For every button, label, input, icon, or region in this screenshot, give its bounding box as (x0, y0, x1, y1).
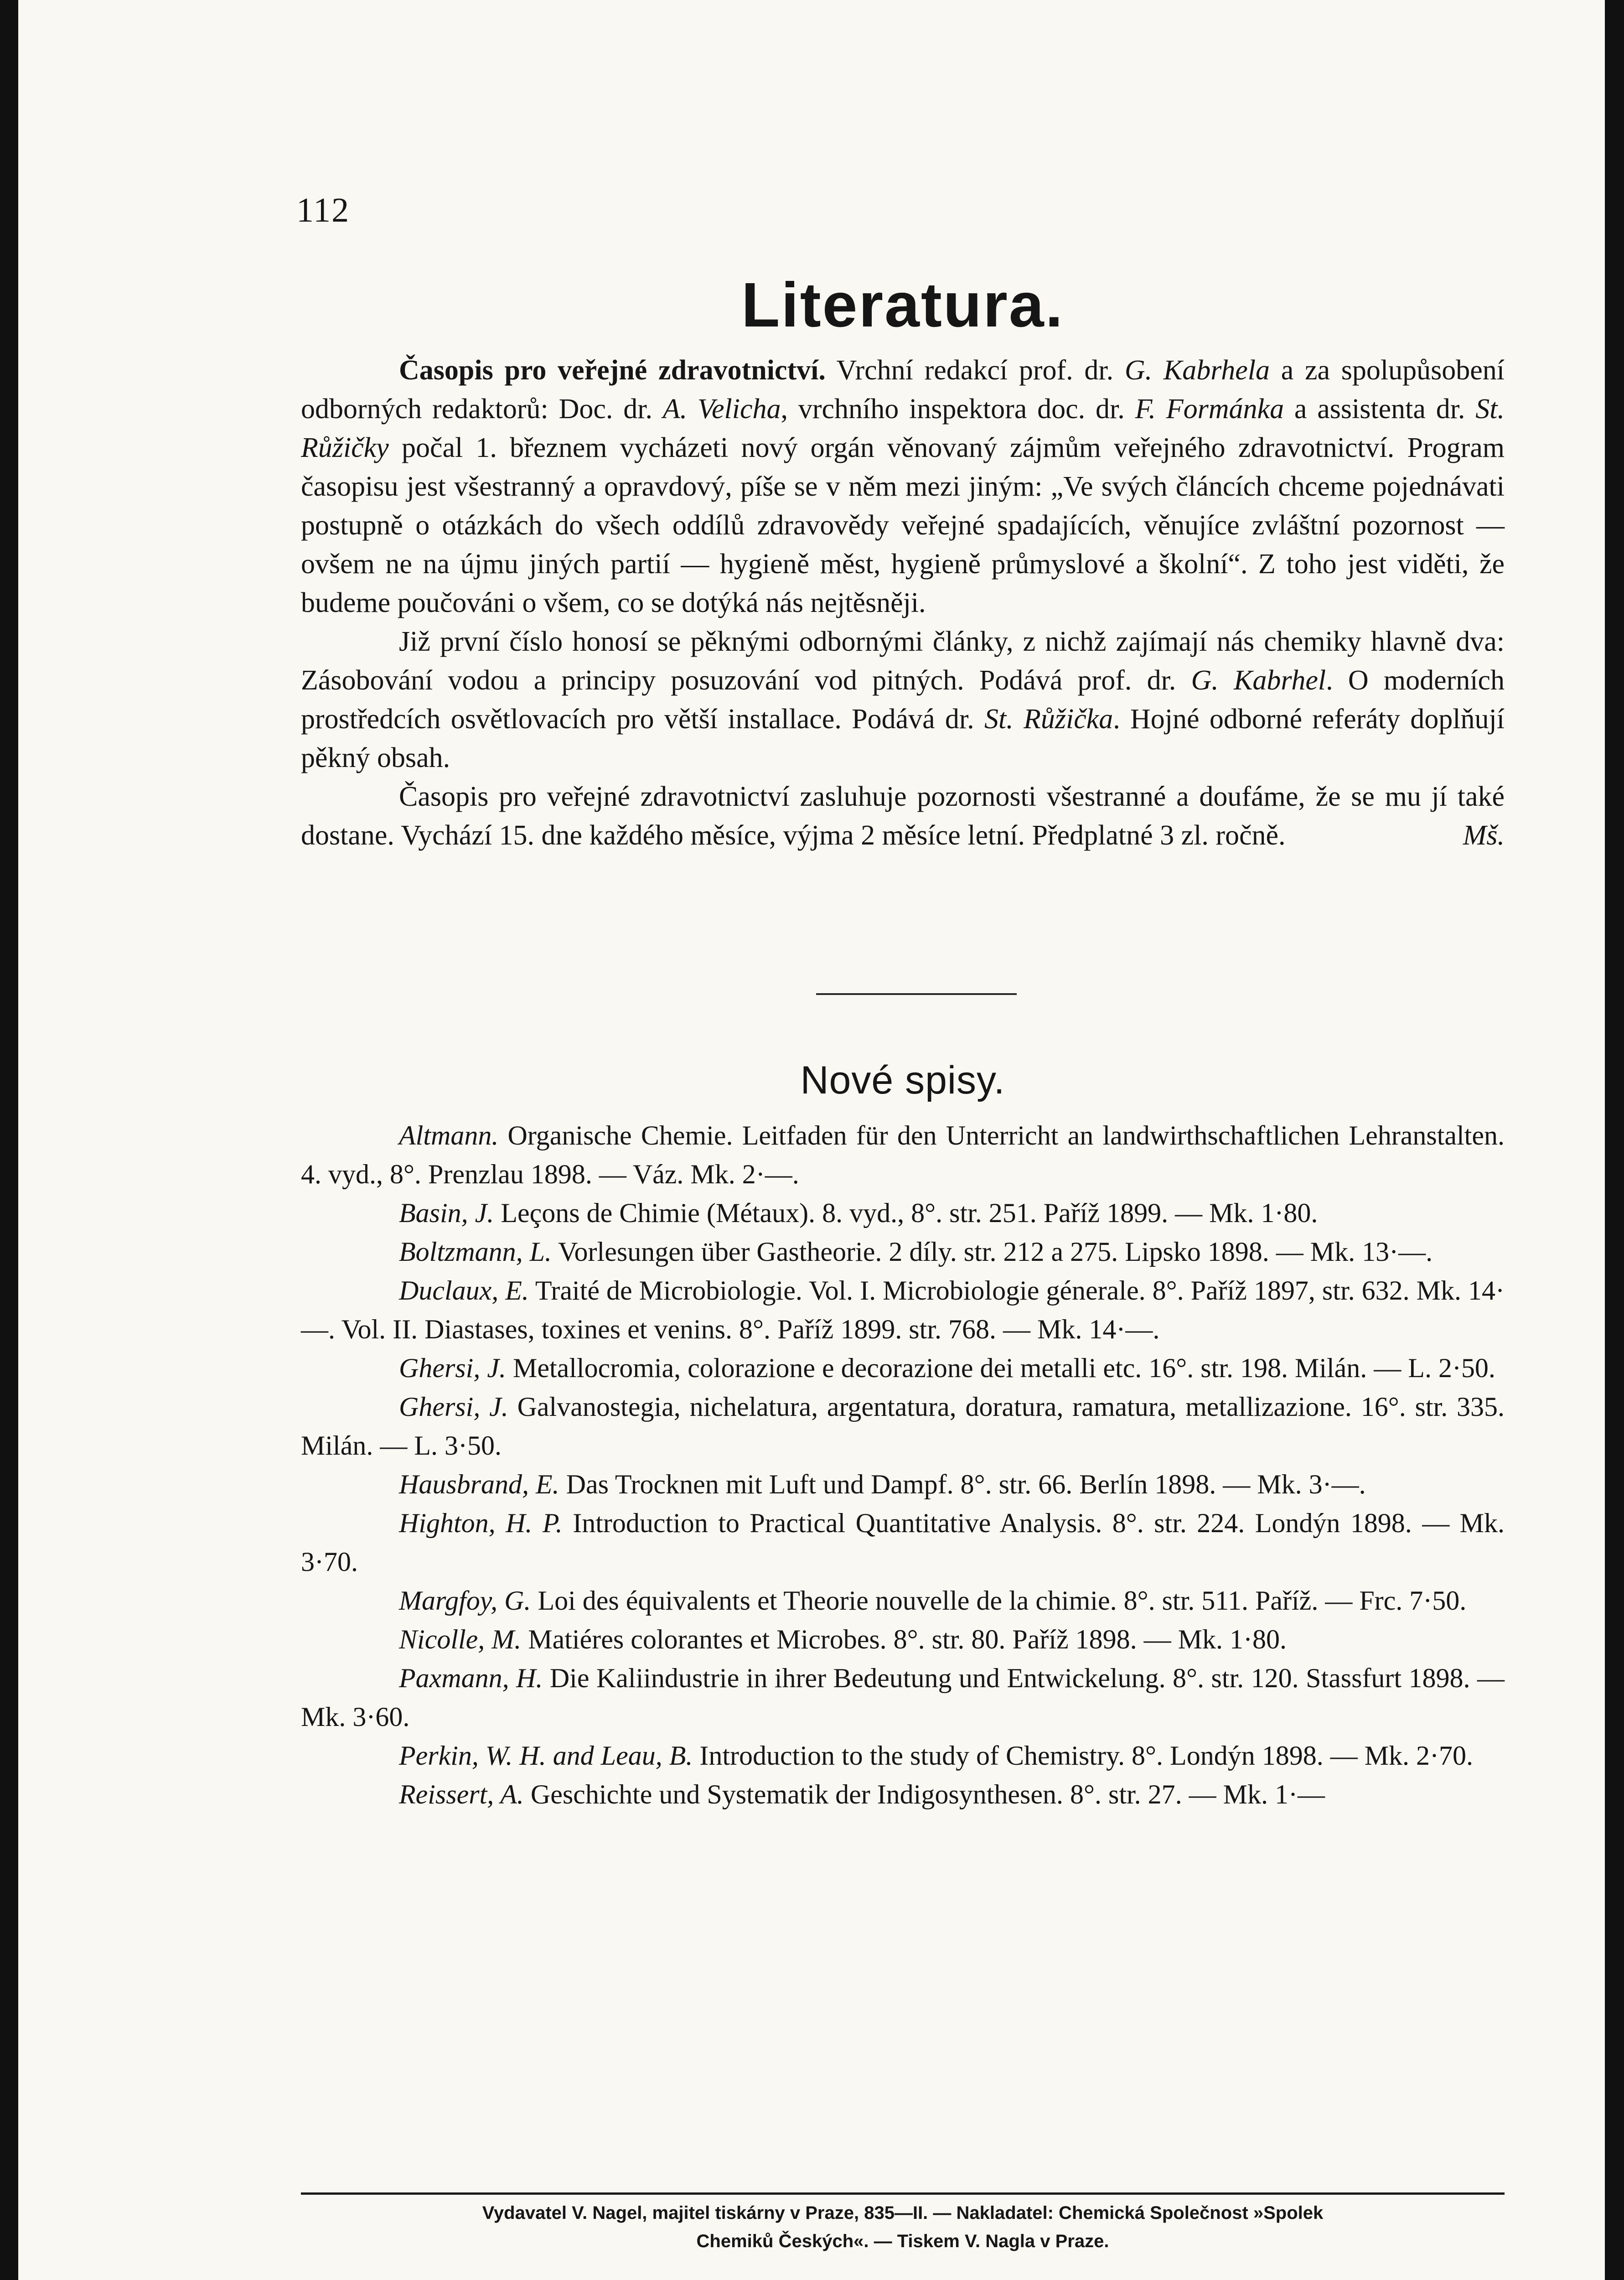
book-entry (301, 1271, 1505, 1349)
new-books-title: Nové spisy. (800, 1058, 1005, 1102)
book-details: Geschichte und Systematik der Indigosynthesen. 8°. str. 27. — Mk. 1·— (523, 1779, 1325, 1809)
journal-review (301, 351, 1505, 855)
book-author: Reissert, A. (399, 1779, 524, 1809)
book-details: Loi des équivalents et Theorie nouvelle de la chimie. 8°. str. 511. Paříž. — Frc. 7·50. (531, 1586, 1467, 1616)
book-entry (301, 1581, 1505, 1620)
page-number: 112 (296, 191, 350, 229)
book-details: Vorlesungen über Gastheorie. 2 díly. str. 212 a 275. Lipsko 1898. — Mk. 13·—. (552, 1237, 1433, 1267)
book-author: Paxmann, H. (399, 1663, 543, 1693)
footer-line: Vydavatel V. Nagel, majitel tiskárny v Praze, 835—II. — Nakladatel: Chemická Společnost »Spolek (482, 2203, 1324, 2223)
article-author: St. Růžička (984, 704, 1113, 735)
book-entry (301, 1775, 1505, 1814)
book-details: Galvanostegia, nichelatura, argentatura, doratura, ramatura, metallizazione. 16°. str. 335. Milán. — L. 3·50. (301, 1392, 1505, 1461)
review-paragraph-2: Již první číslo honosí se pěknými odbornými články, z nichž zajímají nás chemiky hlavně dva: Zásobování vodou a principy posuzování vod pitných. Podává prof. dr. G. Kabrhel. O moderních prostředcích osvětlovacích pro větší installace. Podává dr. St. Růžička. Hojné odborné referáty doplňují pěkný obsah. (301, 626, 1505, 773)
editor-name: F. Formánka (1135, 394, 1284, 425)
section-divider (816, 993, 1017, 995)
book-list (301, 1116, 1505, 1814)
book-details: Traité de Microbiologie. Vol. I. Microbiologie génerale. 8°. Paříž 1897, str. 632. Mk. 14·—. Vol. II. Diastases, toxines et venins. 8°. Paříž 1899. str. 768. — Mk. 14·—. (301, 1275, 1505, 1344)
document-page (18, 0, 1605, 2280)
book-author: Altmann. (399, 1120, 499, 1150)
book-details: Die Kaliindustrie in ihrer Bedeutung und Entwickelung. 8°. str. 120. Stassfurt 1898. — Mk. 3·60. (301, 1663, 1505, 1732)
review-paragraph-3: Časopis pro veřejné zdravotnictví zasluhuje pozornosti všestranné a doufáme, že se mu jí také dostane. Vychází 15. dne každého měsíce, výjma 2 měsíce letní. Předplatné 3 zl. ročně. Mš. (301, 777, 1505, 855)
book-author: Margfoy, G. (399, 1586, 531, 1616)
review-paragraph-1: Časopis pro veřejné zdravotnictví. Vrchní redakcí prof. dr. G. Kabrhela a za spolupůsobení odborných redaktorů: Doc. dr. A. Velicha, vrchního inspektora doc. dr. F. Formánka a assistenta dr. St. Růžičky počal 1. březnem vycházeti nový orgán věnovaný zájmům veřejného zdravotnictví. Program časopisu jest všestranný a opravdový, píše se v něm mezi jiným: „Ve svých článcích chceme pojednávati postupně o otázkách do všech oddílů zdravovědy veřejné spadajících, věnujíce zvláštní pozornost — ovšem ne na újmu jiných partií — hygieně měst, hygieně průmyslové a školní“. Z toho jest viděti, že budeme poučováni o všem, co se dotýká nás nejtěsněji. (301, 355, 1505, 618)
book-entry (301, 1465, 1505, 1504)
book-details: Metallocromia, colorazione e decorazione dei metalli etc. 16°. str. 198. Milán. — L. 2·50. (506, 1353, 1495, 1383)
footer-divider (301, 2192, 1505, 2195)
book-details: Introduction to Practical Quantitative Analysis. 8°. str. 224. Londýn 1898. — Mk. 3·70. (301, 1508, 1505, 1577)
book-author: Duclaux, E. (399, 1275, 529, 1306)
journal-name: Časopis pro veřejné zdravotnictví. (399, 355, 826, 386)
review-signature: Mš. (1463, 820, 1505, 851)
book-author: Hausbrand, E. (399, 1469, 559, 1499)
book-author: Ghersi, J. (399, 1392, 508, 1422)
editor-name: A. Velicha (662, 394, 781, 425)
book-entry (301, 1116, 1505, 1194)
section-title: Literatura. (741, 270, 1064, 340)
book-author: Boltzmann, L. (399, 1237, 552, 1267)
editor-name: St. Růžičky (301, 394, 1505, 463)
book-details: Das Trocknen mit Luft und Dampf. 8°. str. 66. Berlín 1898. — Mk. 3·—. (559, 1469, 1366, 1499)
book-author: Highton, H. P. (399, 1508, 563, 1538)
book-entry (301, 1349, 1505, 1388)
book-entry (301, 1233, 1505, 1271)
book-author: Perkin, W. H. and Leau, B. (399, 1741, 693, 1771)
book-entry (301, 1736, 1505, 1775)
footer-line: Chemiků Českých«. — Tiskem V. Nagla v Praze. (696, 2231, 1109, 2251)
book-entry (301, 1620, 1505, 1659)
book-details: Organische Chemie. Leitfaden für den Unterricht an landwirthschaftlichen Lehranstalten. 4. vyd., 8°. Prenzlau 1898. — Váz. Mk. 2·—. (301, 1120, 1505, 1189)
book-entry (301, 1659, 1505, 1736)
editor-name: G. Kabrhela (1124, 355, 1270, 386)
book-details: Introduction to the study of Chemistry. 8°. Londýn 1898. — Mk. 2·70. (693, 1741, 1474, 1771)
article-author: G. Kabrhel (1191, 665, 1326, 696)
book-author: Nicolle, M. (399, 1624, 522, 1654)
book-entry (301, 1388, 1505, 1465)
book-entry (301, 1504, 1505, 1581)
book-author: Basin, J. (399, 1198, 494, 1228)
book-author: Ghersi, J. (399, 1353, 506, 1383)
book-details: Leçons de Chimie (Métaux). 8. vyd., 8°. str. 251. Paříž 1899. — Mk. 1·80. (494, 1198, 1318, 1228)
publisher-footer (301, 2199, 1505, 2255)
book-details: Matiéres colorantes et Microbes. 8°. str. 80. Paříž 1898. — Mk. 1·80. (521, 1624, 1287, 1654)
book-entry (301, 1194, 1505, 1233)
